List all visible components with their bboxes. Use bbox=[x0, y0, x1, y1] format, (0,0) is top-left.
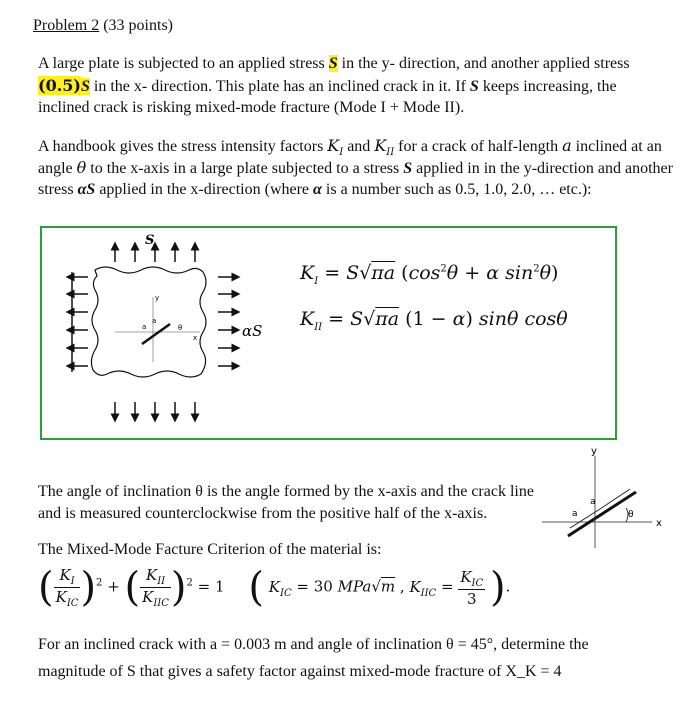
criterion-intro: The Mixed-Mode Facture Criterion of the material is: bbox=[38, 541, 382, 558]
p1-line1: A large plate is subjected to an applied stress S in the y- direction, and another applied stress bbox=[38, 55, 630, 72]
problem-label: Problem 2 bbox=[33, 17, 100, 34]
top-label: S bbox=[145, 233, 155, 248]
p1-line3: inclined crack is risking mixed-mode fracture (Mode I + Mode II). bbox=[38, 99, 465, 116]
side-label: αS bbox=[242, 322, 263, 340]
p2-line2: angle θ to the x-axis in a large plate subjected to a stress S applied in in the y-direction and another bbox=[38, 158, 673, 177]
p2-line1: A handbook gives the stress intensity factors $K_I$ and $K_{II}$ for a crack of half-length a inclined at an bbox=[38, 136, 662, 159]
svg-text:θ: θ bbox=[628, 510, 634, 520]
incline-line1: The angle of inclination θ is the angle formed by the x-axis and the crack line bbox=[38, 483, 534, 500]
svg-text:x: x bbox=[656, 518, 662, 529]
plate-diagram bbox=[60, 232, 280, 437]
p2-line3: stress αS applied in the x-direction (where α is a number such as 0.5, 1.0, 2.0, … etc.): bbox=[38, 181, 592, 198]
equation-kii: $K_{II} = S√\pi a$ (1 − α) sinθ cosθ bbox=[300, 308, 568, 333]
problem-title bbox=[33, 17, 173, 35]
svg-text:a: a bbox=[572, 509, 578, 519]
svg-text:a: a bbox=[152, 317, 157, 325]
incline-line2: and is measured counterclockwise from the positive half of the x-axis. bbox=[38, 505, 488, 522]
final-line2: magnitude of S that gives a safety factor against mixed-mode fracture of X_K = 4 bbox=[38, 663, 562, 680]
crack-angle-diagram bbox=[540, 444, 670, 550]
svg-text:a: a bbox=[142, 323, 147, 331]
problem-points: (33 points) bbox=[103, 17, 173, 34]
svg-text:θ: θ bbox=[178, 324, 183, 332]
criterion-equation: ( $\frac{K_I}{K_{IC}}$ )$^2$ + ( $\frac{K_{II}}{K_{IIC}}$ )$^2$ = 1 ( $K_{IC} = 30$ MPa√m , $K_{IIC}$ = $\frac{K_{IC}}{3}$ ). bbox=[38, 564, 511, 611]
p1-line2: (0.5)S in the x- direction. This plate has an inclined crack in it. If S keeps increasing, the bbox=[38, 76, 617, 95]
final-line1: For an inclined crack with a = 0.003 m and angle of inclination θ = 45°, determine the bbox=[38, 636, 589, 653]
svg-text:a: a bbox=[590, 497, 596, 507]
svg-text:x: x bbox=[193, 334, 198, 342]
svg-text:y: y bbox=[155, 294, 160, 302]
equation-ki: $K_I = S√\pi a$ ($\cos^2\theta + \alpha$ $\sin^2\theta$) bbox=[300, 262, 559, 287]
svg-text:y: y bbox=[591, 446, 597, 457]
